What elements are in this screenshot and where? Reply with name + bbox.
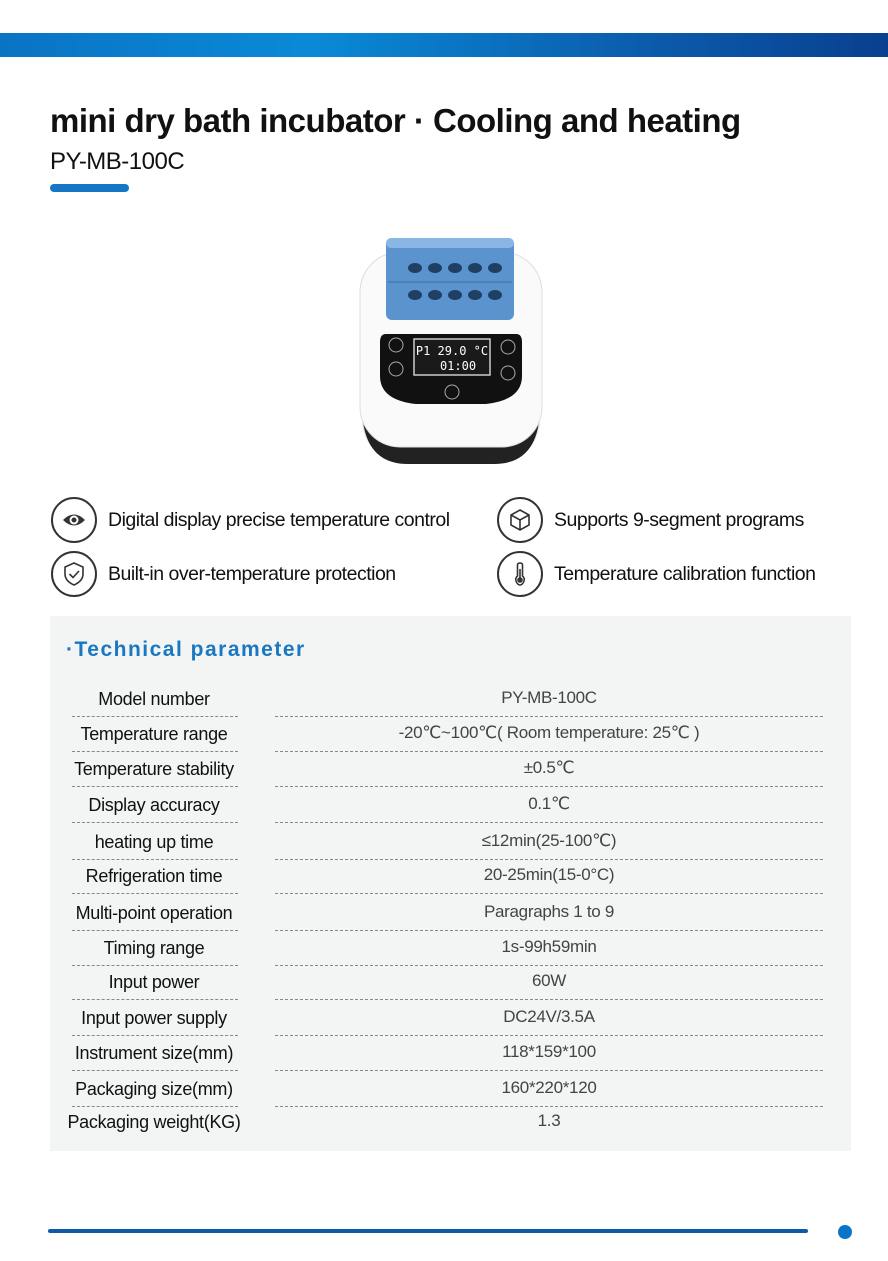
param-label: Multi-point operation [75, 903, 233, 923]
param-value: 60W [531, 971, 567, 990]
param-label: Timing range [103, 938, 205, 958]
param-label: Display accuracy [88, 795, 220, 815]
param-row [50, 972, 851, 996]
param-value: 160*220*120 [501, 1078, 597, 1097]
divider [72, 893, 238, 894]
param-value: 1.3 [537, 1111, 561, 1130]
page-title: mini dry bath incubator · Cooling and heating [50, 102, 741, 139]
divider [275, 786, 823, 787]
divider [275, 965, 823, 966]
display-line1: P1 29.0 °C [415, 344, 489, 358]
param-value: ≤12min(25-100℃) [481, 831, 617, 850]
product-image [358, 236, 544, 464]
display-line2: 01:00 [439, 359, 477, 373]
param-row [50, 724, 851, 748]
divider [275, 822, 823, 823]
top-banner-bar [0, 33, 888, 57]
feature-overtemp-protection [51, 551, 396, 597]
divider [72, 822, 238, 823]
param-label: Input power supply [81, 1008, 227, 1028]
divider [72, 999, 238, 1000]
param-label: Packaging size(mm) [75, 1079, 233, 1099]
param-row [50, 759, 851, 783]
divider [72, 965, 238, 966]
param-label: Instrument size(mm) [74, 1043, 234, 1063]
section-title: ·Technical parameter [66, 638, 306, 661]
divider [72, 930, 238, 931]
param-label: Temperature stability [74, 759, 234, 779]
param-value: 118*159*100 [502, 1042, 596, 1061]
feature-label: Temperature calibration function [554, 562, 816, 585]
divider [275, 893, 823, 894]
feature-digital-display [51, 497, 450, 543]
divider [275, 716, 823, 717]
param-label: Packaging weight(KG) [67, 1112, 241, 1132]
param-row [50, 1043, 851, 1067]
feature-label: Digital display precise temperature control [108, 508, 450, 531]
divider [275, 999, 823, 1000]
divider [72, 716, 238, 717]
param-row [50, 1008, 851, 1032]
param-row [50, 903, 851, 927]
divider [275, 1035, 823, 1036]
param-value: 20-25min(15-0°C) [483, 865, 615, 884]
divider [72, 751, 238, 752]
divider [72, 1070, 238, 1071]
title-accent-bar [50, 184, 129, 192]
divider [275, 1106, 823, 1107]
param-row [50, 938, 851, 962]
param-value: PY-MB-100C [501, 688, 597, 707]
param-row [50, 689, 851, 713]
param-row [50, 832, 851, 856]
divider [72, 1035, 238, 1036]
param-row [50, 795, 851, 819]
param-label: Model number [98, 689, 210, 709]
param-label: heating up time [94, 832, 214, 852]
param-row [50, 1112, 851, 1136]
divider [275, 751, 823, 752]
cube-icon [497, 497, 543, 543]
param-label: Refrigeration time [85, 866, 223, 886]
model-subtitle: PY-MB-100C [50, 148, 185, 175]
feature-label: Built-in over-temperature protection [108, 562, 396, 585]
param-label: Input power [108, 972, 200, 992]
param-label: Temperature range [80, 724, 228, 744]
thermometer-icon [497, 551, 543, 597]
divider [72, 786, 238, 787]
param-row [50, 1079, 851, 1103]
eye-icon [51, 497, 97, 543]
feature-label: Supports 9-segment programs [554, 508, 804, 531]
param-value: 1s-99h59min [501, 937, 597, 956]
divider [72, 1106, 238, 1107]
feature-programs [497, 497, 804, 543]
technical-parameter-panel [50, 616, 851, 1151]
param-row [50, 866, 851, 890]
param-value: Paragraphs 1 to 9 [483, 902, 615, 921]
shield-check-icon [51, 551, 97, 597]
divider [275, 1070, 823, 1071]
footer-dot [838, 1225, 852, 1239]
param-value: 0.1℃ [528, 794, 570, 813]
param-value: ±0.5℃ [523, 758, 575, 777]
feature-calibration [497, 551, 816, 597]
divider [275, 930, 823, 931]
footer-line [48, 1229, 808, 1233]
divider [72, 859, 238, 860]
param-value: DC24V/3.5A [503, 1007, 595, 1026]
divider [275, 859, 823, 860]
param-value: -20℃~100℃( Room temperature: 25℃ ) [398, 723, 700, 742]
